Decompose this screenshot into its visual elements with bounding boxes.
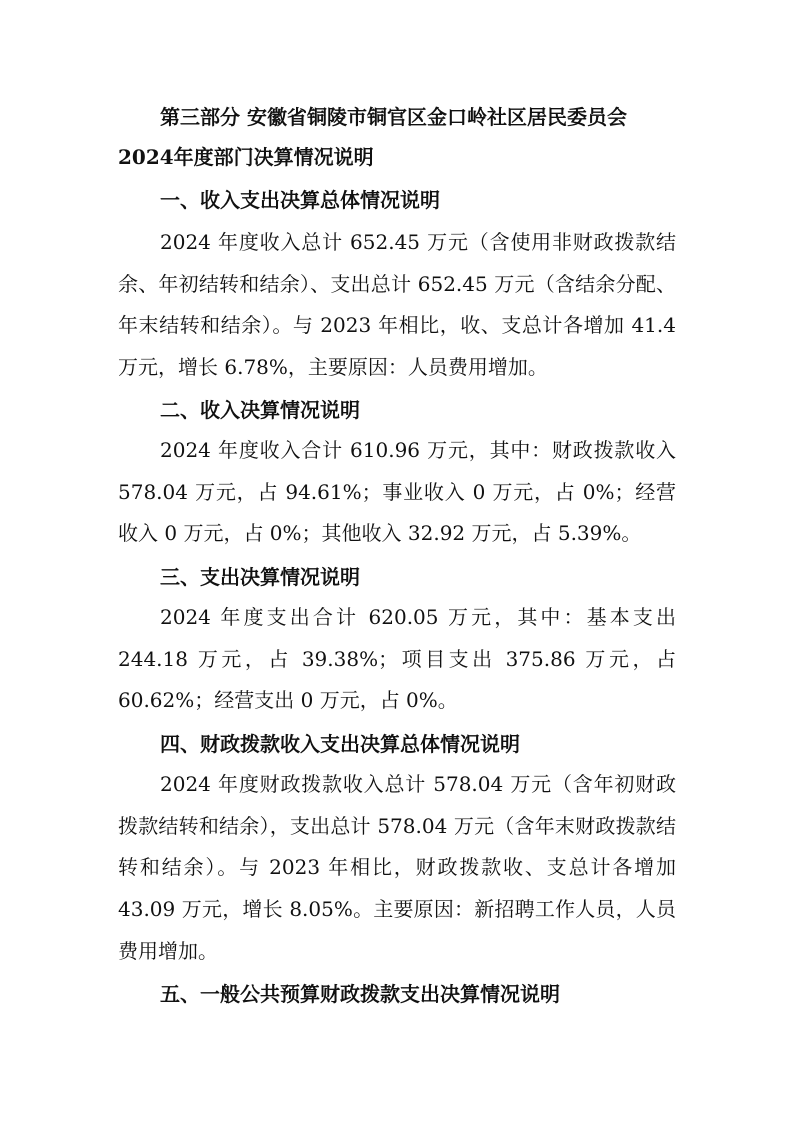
document-title-line-2: 2024年度部门决算情况说明: [118, 145, 374, 169]
document-title-line-1: 第三部分 安徽省铜陵市铜官区金口岭社区居民委员会: [160, 105, 627, 129]
section-body-1: 2024 年度收入总计 652.45 万元（含使用非财政拨款结余、年初结转和结余）、支出总计 652.45 万元（含结余分配、年末结转和结余）。与 2023 年相比，收、支总计各增加 41.4 万元，增长 6.78%，主要原因：人员费用增加。: [118, 230, 676, 380]
section-body-3: 2024 年度支出合计 620.05 万元，其中：基本支出 244.18 万元，占 39.38%；项目支出 375.86 万元，占 60.62%；经营支出 0 万元，占 0%。: [118, 605, 676, 713]
section-body-2: 2024 年度收入合计 610.96 万元，其中：财政拨款收入 578.04 万元，占 94.61%；事业收入 0 万元，占 0%；经营收入 0 万元，占 0%；其他收入 32.92 万元，占 5.39%。: [118, 438, 676, 546]
section-body-4: 2024 年度财政拨款收入总计 578.04 万元（含年初财政拨款结转和结余），支出总计 578.04 万元（含年末财政拨款结转和结余）。与 2023 年相比，财政拨款收、支总计各增加 43.09 万元，增长 8.05%。主要原因：新招聘工作人员，人员费用增加。: [118, 772, 676, 963]
section-heading-4: 四、财政拨款收入支出决算总体情况说明: [160, 732, 520, 756]
document-title: [118, 97, 678, 177]
section-heading-3: 三、支出决算情况说明: [160, 565, 360, 589]
section-heading-1: 一、收入支出决算总体情况说明: [160, 188, 440, 212]
section-heading-2: 二、收入决算情况说明: [160, 398, 360, 422]
section-heading-5: 五、一般公共预算财政拨款支出决算情况说明: [160, 982, 560, 1006]
